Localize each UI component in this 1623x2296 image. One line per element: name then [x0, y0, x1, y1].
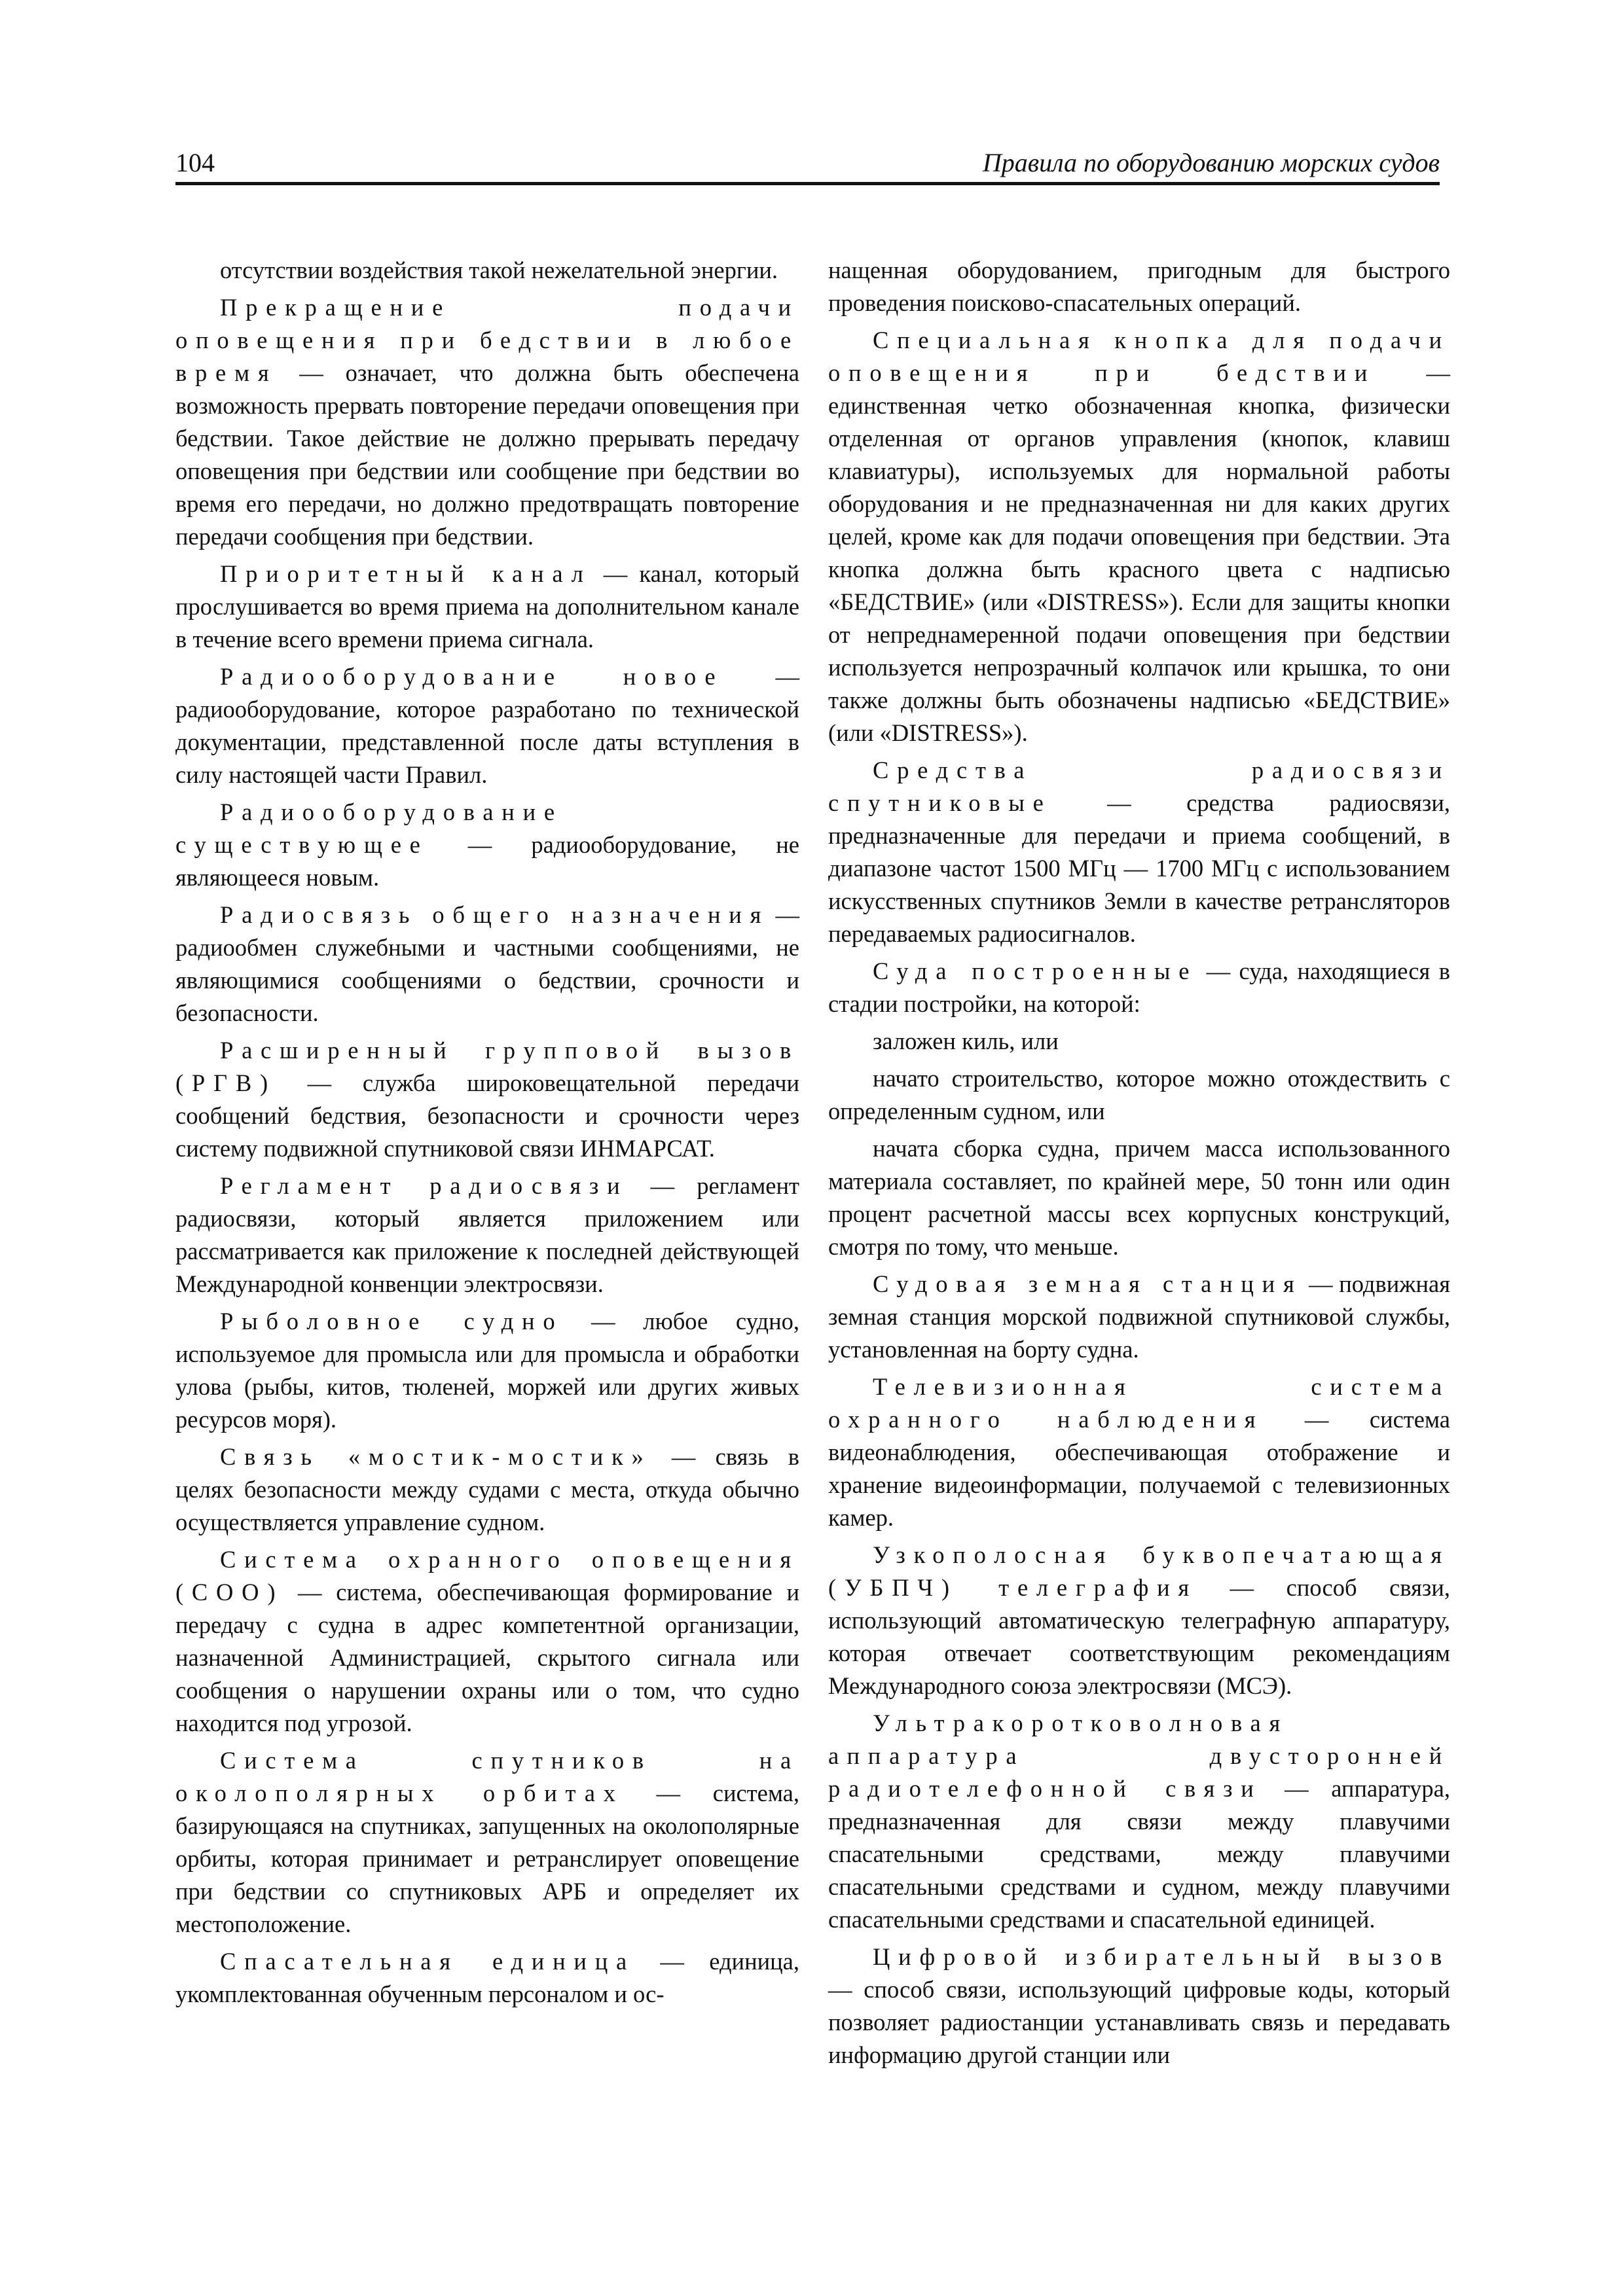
definition-text: — радиооборудование, не являющееся новым. — [175, 831, 799, 891]
definition-text: заложен киль, или — [873, 1028, 1059, 1054]
definition-text: — способ связи, использующий цифровые коды, который позволяет радиостанции устанавливать связь и передавать информацию другой станции или — [828, 1976, 1450, 2068]
definition-paragraph — [175, 254, 799, 287]
definition-paragraph — [175, 796, 799, 894]
definition-paragraph — [828, 324, 1450, 749]
defined-term: Радиооборудование существующее — [175, 798, 563, 858]
defined-term: Расширенный групповой вызов (РГВ) — [175, 1037, 799, 1096]
definition-paragraph — [828, 1268, 1450, 1366]
definition-paragraph — [828, 1941, 1450, 2072]
definition-text: — означает, что должна быть обеспечена возможность прервать повторение передачи оповещения при бедствии. Такое действие не должно прерывать передачу оповещения при бедствии или сообщение при бедствии во время его передачи, но должно предотвращать повторение передачи сообщения при бедствии. — [175, 359, 799, 550]
definition-text: — аппаратура, предназначенная для связи между плавучими спасательными средствами, между плавучими спасательными средствами и судном, между плавучими спасательными средствами и спасательной единицей. — [828, 1775, 1450, 1933]
definition-text: — подвижная земная станция морской подвижной спутниковой службы, установленная на борту судна. — [828, 1270, 1450, 1363]
definition-paragraph — [828, 1132, 1450, 1263]
defined-term: Система спутников на околополярных орбитах — [175, 1747, 799, 1806]
definition-paragraph — [828, 1025, 1450, 1058]
definition-paragraph — [828, 1707, 1450, 1936]
definition-paragraph — [828, 1539, 1450, 1702]
definition-paragraph — [175, 660, 799, 791]
definition-paragraph — [175, 1034, 799, 1165]
defined-term: Связь «мостик-мостик» — [220, 1443, 652, 1470]
definition-text: начато строительство, которое можно отождествить с определенным судном, или — [828, 1065, 1450, 1124]
definition-paragraph — [175, 1170, 799, 1300]
definition-text: — радиооборудование, которое разработано по технической документации, представленной после даты вступления в силу настоящей части Правил. — [175, 663, 799, 788]
definition-text: — единственная четко обозначенная кнопка, физически отделенная от органов управления (кнопок, клавиш клавиатуры), используемых для нормальной работы оборудования и не предназначенная ни для каких других целей, кроме как для подачи оповещения при бедствии. Эта кнопка должна быть красного цвета с надписью «БЕДСТВИЕ» (или «DISTRESS»). Если для защиты кнопки от непреднамеренной подачи оповещения при бедствии используется непрозрачный колпачок или крышка, то они также должны быть обозначены надписью «БЕДСТВИЕ» (или «DISTRESS»). — [828, 359, 1451, 746]
definition-paragraph — [828, 754, 1450, 950]
definition-paragraph — [828, 1062, 1450, 1128]
defined-term: Радиосвязь общего назначения — [220, 901, 770, 928]
definition-paragraph — [828, 955, 1450, 1020]
definition-text: начата сборка судна, причем масса использованного материала составляет, по крайней мере, 50 тонн или один процент расчетной массы всех корпусных конструкций, смотря по тому, что меньше. — [828, 1135, 1450, 1260]
definition-text: — радиообмен служебными и частными сообщениями, не являющимися сообщениями о бедствии, срочности и безопасности. — [175, 901, 800, 1026]
defined-term: Узкополосная буквопечатающая (УБПЧ) телеграфия — [828, 1541, 1450, 1601]
defined-term: Рыболовное судно — [220, 1308, 564, 1335]
definition-text: — суда, находящиеся в стадии постройки, на которой: — [828, 958, 1450, 1017]
definition-text: — система, базирующаяся на спутниках, запущенных на околополярные орбиты, которая принимает и ретранслирует оповещение при бедствии со спутниковых АРБ и определяет их местоположение. — [175, 1780, 799, 1937]
defined-term: Судовая земная станция — [873, 1270, 1303, 1297]
definition-text: — регламент радиосвязи, который является приложением или рассматривается как приложение к последней действующей Международной конвенции электросвязи. — [175, 1172, 799, 1297]
defined-term: Радиооборудование новое — [220, 663, 724, 690]
defined-term: Цифровой избирательный вызов — [873, 1943, 1450, 1970]
defined-term: Регламент радиосвязи — [220, 1172, 629, 1199]
definition-paragraph — [175, 558, 799, 656]
defined-term: Ультракоротковолновая аппаратура двусторонней радиотелефонной связи — [828, 1710, 1450, 1802]
defined-term: Суда построенные — [873, 958, 1198, 984]
defined-term: Специальная кнопка для подачи оповещения при бедствии — [828, 327, 1450, 386]
definition-text: отсутствии воздействия такой нежелательной энергии. — [220, 257, 778, 283]
page-number: 104 — [175, 148, 215, 177]
definition-text: — любое судно, используемое для промысла или для промысла и обработки улова (рыбы, китов, тюленей, моржей или других живых ресурсов моря). — [175, 1308, 799, 1433]
definition-text: — средства радиосвязи, предназначенные для передачи и приема сообщений, в диапазоне частот 1500 МГц — 1700 МГц с использованием искусственных спутников Земли в качестве ретрансляторов передаваемых радиосигналов. — [828, 789, 1450, 947]
definition-text: — единица, укомплектованная обученным персоналом и ос- — [175, 1948, 800, 2007]
definition-text: — система, обеспечивающая формирование и передачу с судна в адрес компетентной организации, назначенной Администрацией, скрытого сигнала или сообщения о нарушении охраны или о том, что судно находится под угрозой. — [175, 1579, 799, 1736]
defined-term: Система охранного оповещения (СОО) — [175, 1546, 799, 1605]
definition-paragraph — [175, 899, 799, 1030]
definition-paragraph — [828, 254, 1450, 319]
defined-term: Телевизионная система охранного наблюдения — [828, 1373, 1450, 1433]
definition-text: — система видеонаблюдения, обеспечивающая отображение и хранение видеоинформации, получаемой с телевизионных камер. — [828, 1406, 1450, 1531]
left-column — [175, 254, 799, 2015]
definition-paragraph — [175, 1441, 799, 1539]
definition-text: — канал, который прослушивается во время приема на дополнительном канале в течение всего времени приема сигнала. — [175, 560, 800, 653]
definition-paragraph — [175, 1744, 799, 1941]
definition-text: — способ связи, использующий автоматическую телеграфную аппаратуру, которая отвечает соответствующим рекомендациям Международного союза электросвязи (МСЭ). — [828, 1574, 1450, 1699]
definition-paragraph — [175, 1945, 799, 2011]
definition-text: — служба широковещательной передачи сообщений бедствия, безопасности и срочности через систему подвижной спутниковой связи ИНМАРСАТ. — [175, 1069, 799, 1162]
definition-paragraph — [175, 291, 799, 553]
definition-paragraph — [828, 1371, 1450, 1534]
definition-text: — связь в целях безопасности между судами с места, откуда обычно осуществляется управление судном. — [175, 1443, 800, 1535]
definition-text: нащенная оборудованием, пригодным для быстрого проведения поисково-спасательных операций. — [828, 257, 1450, 316]
page-header — [175, 143, 1440, 185]
defined-term: Приоритетный канал — [220, 560, 592, 587]
right-column — [828, 254, 1450, 2076]
definition-paragraph — [175, 1543, 799, 1740]
defined-term: Средства радиосвязи спутниковые — [828, 757, 1450, 816]
running-title: Правила по оборудованию морских судов — [982, 148, 1440, 177]
definition-paragraph — [175, 1305, 799, 1436]
defined-term: Спасательная единица — [220, 1948, 636, 1975]
defined-term: Прекращение подачи оповещения при бедствии в любое время — [175, 294, 799, 386]
